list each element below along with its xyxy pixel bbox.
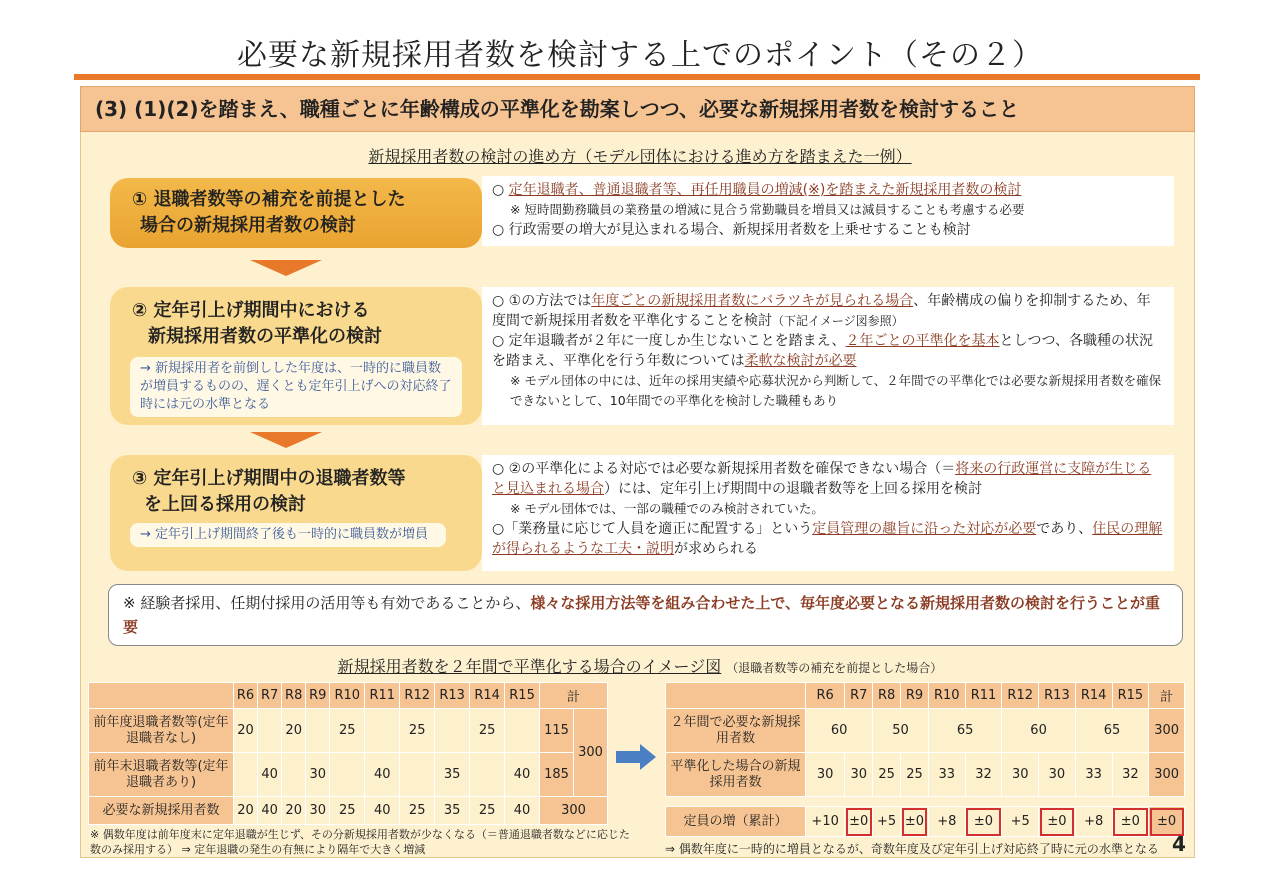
- col-header: R15: [1112, 683, 1149, 709]
- table-cell: 25: [470, 709, 505, 753]
- step-1-title-line1: ① 退職者数等の補充を前提とした: [132, 189, 406, 210]
- col-header: R7: [845, 683, 873, 709]
- row-header: 前年末退職者数等(定年退職者あり): [89, 753, 234, 797]
- page-title: 必要な新規採用者数を検討する上でのポイント（その２）: [237, 38, 1043, 73]
- row-header: 必要な新規採用者数: [89, 797, 234, 825]
- right-table: [665, 682, 1185, 837]
- table-cell: 25: [400, 797, 435, 825]
- text: が求められる: [674, 541, 758, 557]
- table-cell: 30: [306, 753, 330, 797]
- table-cell: 65: [1075, 709, 1148, 753]
- table-cell: 20: [234, 709, 258, 753]
- table-cell: 30: [806, 753, 845, 797]
- total-cell: 300: [1149, 709, 1185, 753]
- page-number: 4: [1172, 832, 1186, 856]
- key-phrase: 定員管理の趣旨に沿った対応が必要: [812, 521, 1037, 537]
- text: ○: [492, 182, 509, 198]
- table-cell: 40: [365, 797, 400, 825]
- table-cell: [400, 753, 435, 797]
- text: ○ ①の方法では: [492, 293, 592, 309]
- step-1-title-line2: 場合の新規採用者数の検討: [140, 215, 356, 236]
- col-header: R13: [435, 683, 470, 709]
- table-cell: 60: [806, 709, 873, 753]
- table-cell: 25: [873, 753, 901, 797]
- table-cell: 33: [928, 753, 965, 797]
- total-cell: 300: [1149, 753, 1185, 797]
- table-cell: +5: [873, 807, 901, 837]
- text: を踏まえた新規採用者数の検討: [825, 182, 1022, 198]
- down-arrow-icon: [250, 260, 322, 276]
- total-cell: ±0: [1149, 807, 1185, 837]
- summary-note: [108, 584, 1183, 646]
- table-cell: [365, 709, 400, 753]
- step-3-box: [110, 455, 482, 571]
- step-2-title-line2: 新規採用者数の平準化の検討: [148, 326, 382, 347]
- text: ※ 短時間勤務職員の業務量の増減に見合う常勤職員を増員又は減員することも考慮する必要: [510, 202, 1025, 217]
- total-cell: 300: [573, 709, 607, 797]
- row-header: 定員の増（累計）: [666, 807, 806, 837]
- text: ○ ②の平準化による対応では必要な新規採用者数を確保できない場合（＝: [492, 461, 956, 477]
- section-banner: (3) (1)(2)を踏まえ、職種ごとに年齢構成の平準化を勘案しつつ、必要な新規採用者数を検討すること: [80, 86, 1195, 132]
- table-cell: 25: [400, 709, 435, 753]
- col-header: R11: [965, 683, 1002, 709]
- header-corner: [89, 683, 234, 709]
- key-phrase: 年度ごとの新規採用者数にバラツキが見られる場合: [591, 293, 914, 309]
- col-header: R8: [873, 683, 901, 709]
- col-header: R9: [306, 683, 330, 709]
- total-cell: 185: [540, 753, 574, 797]
- table-cell: 32: [965, 753, 1002, 797]
- image-title-text: 新規採用者数を２年間で平準化する場合のイメージ図: [337, 657, 722, 676]
- table-cell: 40: [505, 753, 540, 797]
- title-rule: [74, 74, 1200, 80]
- table-cell: +8: [1075, 807, 1112, 837]
- text: ※ モデル団体の中には、近年の採用実績や応募状況から判断して、２年間での平準化では必要な新規採用者数を確保できないとして、10年間での平準化を検討した職種もあり: [510, 373, 1162, 408]
- col-header: R9: [901, 683, 929, 709]
- image-title-note: （退職者数等の補充を前提とした場合）: [726, 661, 943, 675]
- key-phrase: ２年ごとの平準化を基本: [845, 333, 1000, 349]
- col-header: R14: [470, 683, 505, 709]
- text: 、年齢構成の偏りを抑制するため、年度間で新規採用者数を平準化することを検討: [492, 293, 1151, 329]
- step-3-title-line1: ③ 定年引上げ期間中の退職者数等: [132, 468, 406, 489]
- col-header: 計: [540, 683, 608, 709]
- header-corner: [666, 683, 806, 709]
- col-header: R10: [928, 683, 965, 709]
- table-cell: 25: [470, 797, 505, 825]
- image-title: [0, 654, 1280, 677]
- table-cell: ±0: [965, 807, 1002, 837]
- text: ○ 行政需要の増大が見込まれる場合、新規採用者数を上乗せすることも検討: [492, 222, 971, 238]
- process-subtitle: [0, 144, 1280, 167]
- table-cell: [505, 709, 540, 753]
- text: ）には、定年引上げ期間中の退職者数等を上回る採用を検討: [604, 481, 982, 497]
- key-phrase: 柔軟な検討が必要: [744, 353, 857, 369]
- table-cell: [330, 753, 365, 797]
- table-cell: [306, 709, 330, 753]
- text: ※ 経験者採用、任期付採用の活用等も有効であることから、: [123, 594, 531, 612]
- text: としつつ、各職種の状況を踏まえ、平準化を行う年数については: [492, 333, 1153, 369]
- step-2-note: → 新規採用者を前倒しした年度は、一時的に職員数が増員するものの、遅くとも定年引上げへの対応終了時には元の水準となる: [130, 357, 462, 417]
- right-arrow-icon: [616, 744, 656, 770]
- table-cell: 30: [1002, 753, 1039, 797]
- table-cell: 30: [306, 797, 330, 825]
- table-cell: [234, 753, 258, 797]
- step-3-title-line2: を上回る採用の検討: [144, 494, 306, 515]
- col-header: R10: [330, 683, 365, 709]
- step-2-title-line1: ② 定年引上げ期間中における: [132, 300, 370, 321]
- text: ○ 定年退職者が２年に一度しか生じないことを踏まえ、: [492, 333, 846, 349]
- key-phrase: 将来の行政運営に支障が生じると見込まれる場合: [492, 461, 1152, 497]
- col-header: R7: [258, 683, 282, 709]
- row-header: ２年間で必要な新規採用者数: [666, 709, 806, 753]
- left-footnote: ※ 偶数年度は前年度末に定年退職が生じず、その分新規採用者数が少なくなる（＝普通退職者数などに応じた数のみ採用する） ⇒ 定年退職の発生の有無により隔年で大きく増減: [90, 828, 630, 856]
- table-cell: 20: [282, 709, 306, 753]
- table-cell: +10: [806, 807, 845, 837]
- table-cell: [258, 709, 282, 753]
- row-header: 前年度退職者数等(定年退職者なし): [89, 709, 234, 753]
- text: ○「業務量に応じて人員を適正に配置する」という: [492, 521, 813, 537]
- total-cell: 300: [540, 797, 608, 825]
- col-header: R12: [1002, 683, 1039, 709]
- table-cell: ±0: [901, 807, 929, 837]
- col-header: 計: [1149, 683, 1185, 709]
- table-cell: 50: [873, 709, 929, 753]
- text: であり、: [1036, 521, 1093, 537]
- col-header: R6: [806, 683, 845, 709]
- table-cell: 40: [258, 797, 282, 825]
- step-1-description: [482, 176, 1174, 246]
- table-cell: [435, 709, 470, 753]
- emphasis: 様々な採用方法等を組み合わせた上で、毎年度必要となる新規採用者数の検討を行うことが重要: [123, 594, 1161, 636]
- step-3-description: [482, 455, 1174, 571]
- table-cell: 32: [1112, 753, 1149, 797]
- step-1-box: [110, 178, 482, 248]
- table-cell: 35: [435, 753, 470, 797]
- down-arrow-icon: [250, 432, 322, 448]
- table-cell: 25: [901, 753, 929, 797]
- process-subtitle-text: 新規採用者数の検討の進め方（モデル団体における進め方を踏まえた一例）: [368, 147, 912, 166]
- col-header: R12: [400, 683, 435, 709]
- table-cell: 40: [258, 753, 282, 797]
- step-2-box: [110, 287, 482, 425]
- table-cell: 30: [845, 753, 873, 797]
- table-cell: ±0: [1112, 807, 1149, 837]
- table-cell: 25: [330, 797, 365, 825]
- col-header: R8: [282, 683, 306, 709]
- table-cell: [470, 753, 505, 797]
- key-phrase: 定年退職者、普通退職者等、再任用職員の増減(※): [508, 182, 826, 198]
- right-footnote: ⇒ 偶数年度に一時的に増員となるが、奇数年度及び定年引上げ対応終了時に元の水準となる: [665, 842, 1159, 856]
- table-cell: 40: [365, 753, 400, 797]
- col-header: R11: [365, 683, 400, 709]
- table-cell: 35: [435, 797, 470, 825]
- col-header: R13: [1039, 683, 1076, 709]
- table-cell: 60: [1002, 709, 1075, 753]
- total-cell: 115: [540, 709, 574, 753]
- table-cell: +5: [1002, 807, 1039, 837]
- table-cell: ±0: [1039, 807, 1076, 837]
- col-header: R14: [1075, 683, 1112, 709]
- table-cell: 20: [282, 797, 306, 825]
- table-cell: 25: [330, 709, 365, 753]
- key-phrase: 住民の理解が得られるような工夫・説明: [492, 521, 1163, 557]
- text: （下記イメージ図参照）: [772, 314, 904, 328]
- table-cell: 33: [1075, 753, 1112, 797]
- col-header: R15: [505, 683, 540, 709]
- text: ※ モデル団体では、一部の職種でのみ検討されていた。: [510, 501, 824, 516]
- table-cell: ±0: [845, 807, 873, 837]
- row-header: 平準化した場合の新規採用者数: [666, 753, 806, 797]
- table-cell: 30: [1039, 753, 1076, 797]
- step-3-note: → 定年引上げ期間終了後も一時的に職員数が増員: [130, 523, 446, 547]
- left-table: [88, 682, 608, 825]
- table-cell: 65: [928, 709, 1001, 753]
- table-cell: +8: [928, 807, 965, 837]
- table-cell: 20: [234, 797, 258, 825]
- table-cell: 40: [505, 797, 540, 825]
- step-2-description: [482, 287, 1174, 425]
- table-cell: [282, 753, 306, 797]
- col-header: R6: [234, 683, 258, 709]
